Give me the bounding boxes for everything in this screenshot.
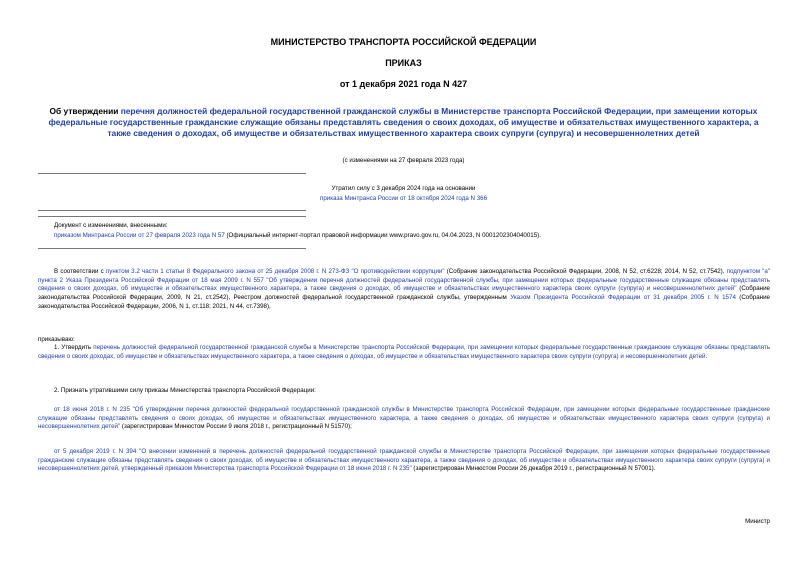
- separator-line: [38, 210, 306, 211]
- item-1-link[interactable]: перечень должностей федеральной государственной гражданской службы в Министерстве транспорта Российской Федерации, при замещении которых федеральные государственные гражданские служащие обязаны представлять сведения о своих доходах, об имуществе и обязательствах имущественного характера, а также сведения о доходах, об имуществе и обязательствах имущественного характера своих супруги (супруга) и несовершеннолетних детей: [38, 344, 770, 360]
- preamble-text: В соответствии с: [54, 268, 106, 275]
- repealed-order-2-text: (зарегистрирован Минюстом России 26 декабря 2019 г., регистрационный N 57001).: [411, 465, 656, 473]
- ministry-heading: МИНИСТЕРСТВО ТРАНСПОРТА РОССИЙСКОЙ ФЕДЕРАЦИИ: [270, 37, 537, 47]
- item-1-text: 1. Утвердить: [54, 344, 94, 351]
- expired-line: Утратил силу с 3 декабря 2024 года на основании: [331, 185, 476, 192]
- preamble-text: (Собрание законодательства Российской Федерации, 2008, N 52, ст.6228; 2014, N 52, ст.7542),: [444, 268, 727, 275]
- changes-text: [54, 232, 770, 241]
- changes-rest: (Официальный интернет-портал правовой информации www.pravo.gov.ru, 04.04.2023, N 0001202304040015).: [224, 232, 541, 239]
- title-link[interactable]: перечня должностей федеральной государственной гражданской службы в Министерстве транспорта Российской Федерации, при замещении которых федеральные государственные гражданские служащие обязаны представлять сведения о своих доходах, об имуществе и обязательствах имущественного характера, а также сведения о доходах, об имуществе и обязательствах имущественного характера своих супруги (супруга) и несовершеннолетних детей: [48, 106, 759, 138]
- revision-note: (с изменениями на 27 февраля 2023 года): [342, 157, 465, 164]
- expired-link[interactable]: приказа Минтранса России от 18 октября 2024 года N 366: [319, 195, 488, 202]
- doc-type-heading: ПРИКАЗ: [385, 58, 422, 68]
- item-2-paragraph: 2. Признать утратившими силу приказы Министерства транспорта Российской Федерации:: [54, 387, 316, 394]
- separator-line: [38, 248, 306, 249]
- preamble-text: (Собрание законодательства Российской Федерации, 2009, N 21, ст.2542), Реестром должностей федеральной государственной гражданской службы, утвержденным: [38, 285, 770, 302]
- repealed-order-2: [38, 448, 770, 474]
- preamble-link-decree-557[interactable]: подпунктом "а" пункта 2 Указа Президента Российской Федерации от 18 мая 2009 г. N 557 "Об утверждении перечня должностей федеральной государственной службы, при замещении которых федеральные государственные служащие обязаны представлять сведения о своих доходах, об имуществе и обязательствах имущественного характера, а также сведения о доходах, об имуществе и обязательствах имущественного характера своих супруги (супруга) и несовершеннолетних детей": [38, 268, 771, 293]
- separator-line: [38, 173, 306, 174]
- preamble-link-law[interactable]: пунктом 3.2 части 1 статьи 8 Федерального закона от 25 декабря 2008 г. N 273-ФЗ "О противодействии коррупции": [105, 268, 445, 275]
- preamble-link-decree-1574[interactable]: Указом Президента Российской Федерации от 31 декабря 2005 г. N 1574: [510, 294, 736, 302]
- signature-title: Министр: [745, 518, 770, 525]
- preamble-paragraph: [38, 268, 770, 312]
- item-1-text: .: [705, 352, 708, 360]
- changes-link[interactable]: приказом Минтранса России от 27 февраля 2023 года N 57: [54, 232, 225, 239]
- separator-line: [38, 216, 306, 217]
- changes-label: Документ с изменениями, внесенными:: [54, 222, 168, 229]
- document-title: [40, 106, 767, 139]
- repealed-order-1-link[interactable]: от 18 июня 2018 г. N 235 "Об утверждении перечня должностей федеральной государственной гражданской службы в Министерстве транспорта Российской Федерации, при замещении которых федеральные государственные гражданские служащие обязаны представлять сведения о своих доходах, об имуществе и обязательствах имущественного характера, а также сведения о доходах, об имуществе и обязательствах имущественного характера своих супруги (супруга) и несовершеннолетних детей": [38, 406, 770, 431]
- repealed-order-1-text: (зарегистрирован Минюстом России 9 июля 2018 г., регистрационный N 51570);: [120, 423, 352, 431]
- title-prefix: Об утверждении: [49, 106, 121, 116]
- repealed-order-1: [38, 406, 770, 432]
- doc-date-number: от 1 декабря 2021 года N 427: [339, 79, 468, 89]
- item-1-paragraph: [38, 344, 770, 361]
- repealed-order-2-link[interactable]: от 5 декабря 2019 г. N 394 "О внесении изменений в перечень должностей федеральной государственной гражданской службы в Министерстве транспорта Российской Федерации, при замещении которых федеральные государственные гражданские служащие обязаны представлять сведения о своих доходах, об имуществе и обязательствах имущественного характера, а также сведения о доходах, об имуществе и обязательствах имущественного характера своих супруги (супруга) и несовершеннолетних детей, утвержденный приказом Министерства транспорта Российской Федерации от 18 июня 2018 г. N 235": [38, 448, 770, 473]
- preamble-text: (Собрание законодательства Российской Федерации, 2006, N 1, ст.118; 2021, N 44, ст.7398),: [38, 294, 770, 310]
- order-word: приказываю:: [38, 336, 75, 343]
